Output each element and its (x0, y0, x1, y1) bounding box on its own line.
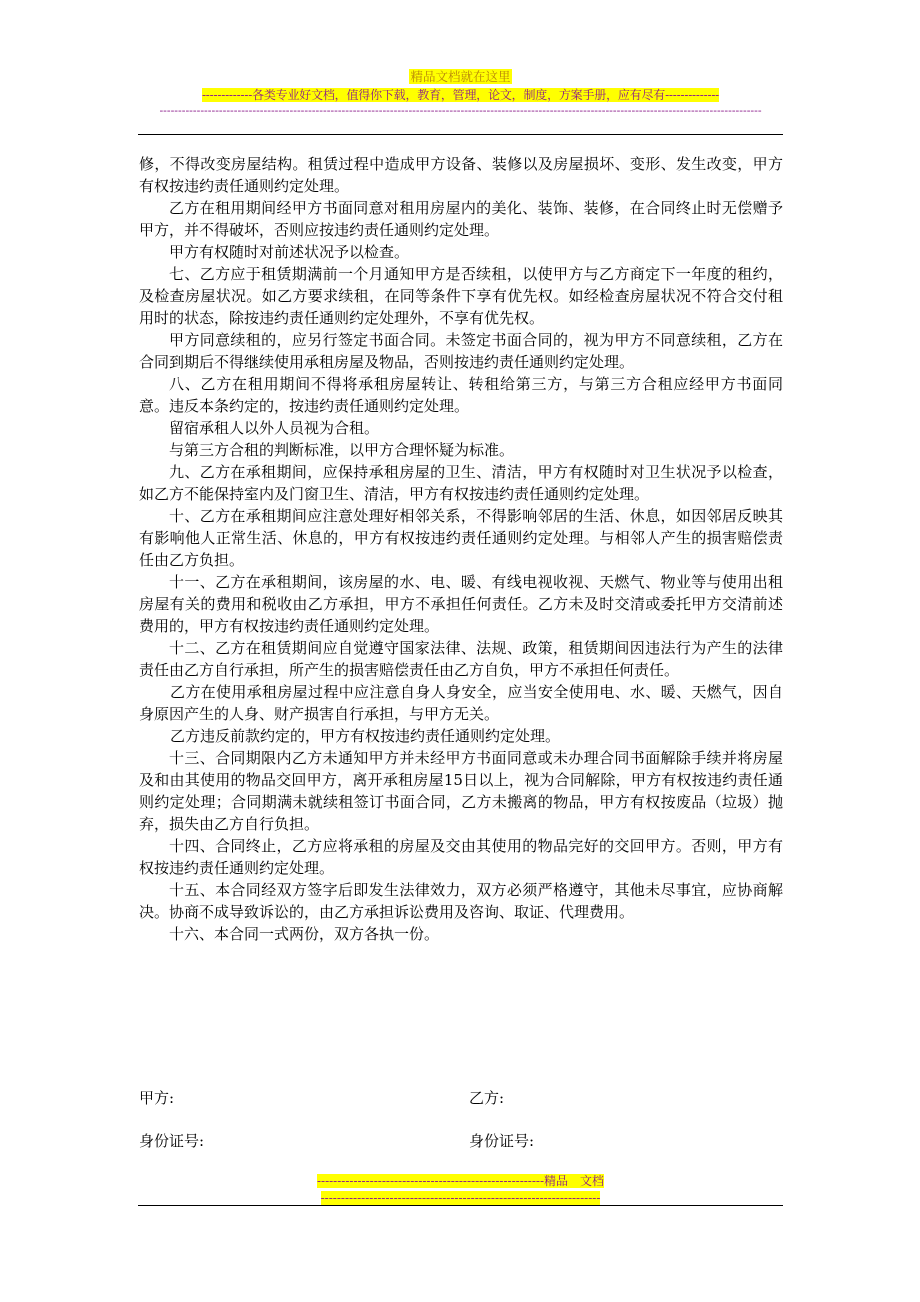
paragraph: 留宿承租人以外人员视为合租。 (169, 419, 380, 437)
paragraph: 十一、乙方在承租期间，该房屋的水、电、暖、有线电视收视、天燃气、物业等与使用出租房屋有关的费用和税收由乙方承担，甲方不承担任何责任。乙方未及时交清或委托甲方交清前述费用的，甲方有权按违约责任通则约定处理。 (139, 573, 783, 635)
header-tagline-text: -------------各类专业好文档，值得你下载，教育，管理，论文，制度，方案手册，应有尽有-------------- (201, 88, 720, 102)
paragraph: 九、乙方在承租期间，应保持承租房屋的卫生、清洁，甲方有权随时对卫生状况予以检查，如乙方不能保持室内及门窗卫生、清洁，甲方有权按违约责任通则约定处理。 (139, 463, 783, 503)
party-b-label: 乙方: (469, 1089, 505, 1107)
party-a-id-label: 身份证号: (139, 1132, 205, 1150)
footer-line-2-text: --------------------------------------------------------------------- (320, 1191, 601, 1205)
paragraph: 十四、合同终止，乙方应将承租的房屋及交由其使用的物品完好的交回甲方。否则，甲方有权按违约责任通则约定处理。 (139, 837, 783, 877)
paragraph: 十三、合同期限内乙方未通知甲方并未经甲方书面同意或未办理合同书面解除手续并将房屋及和由其使用的物品交回甲方，离开承租房屋15日以上，视为合同解除，甲方有权按违约责任通则约定处理；合同期满未就续租签订书面合同，乙方未搬离的物品，甲方有权按废品（垃圾）抛弃，损失由乙方自行负担。 (139, 749, 783, 833)
paragraph: 乙方在租用期间经甲方书面同意对租用房屋内的美化、装饰、装修，在合同终止时无偿赠予甲方，并不得破坏，否则应按违约责任通则约定处理。 (139, 199, 783, 239)
paragraph: 十、乙方在承租期间应注意处理好相邻关系，不得影响邻居的生活、休息，如因邻居反映其有影响他人正常生活、休息的，甲方有权按违约责任通则约定处理。与相邻人产生的损害赔偿责任由乙方负担。 (139, 507, 783, 569)
header-title-text: 精品文档就在这里 (410, 69, 511, 84)
paragraph: 与第三方合租的判断标准，以甲方合理怀疑为标准。 (169, 441, 515, 459)
party-a-label: 甲方: (139, 1089, 175, 1107)
header-title (138, 66, 783, 85)
paragraph: 十五、本合同经双方签字后即发生法律效力，双方必须严格遵守，其他未尽事宜，应协商解决。协商不成导致诉讼的，由乙方承担诉讼费用及咨询、取证、代理费用。 (139, 881, 783, 921)
party-b-id-label: 身份证号: (469, 1132, 535, 1150)
paragraph: 甲方有权随时对前述状况予以检查。 (169, 243, 410, 261)
header-tagline (138, 84, 783, 103)
footer-divider (138, 1205, 783, 1206)
paragraph: 修，不得改变房屋结构。租赁过程中造成甲方设备、装修以及房屋损坏、变形、发生改变，甲方有权按违约责任通则约定处理。 (139, 155, 783, 195)
paragraph: 七、乙方应于租赁期满前一个月通知甲方是否续租，以使甲方与乙方商定下一年度的租约，及检查房屋状况。如乙方要求续租，在同等条件下享有优先权。如经检查房屋状况不符合交付租用时的状态，除按违约责任通则约定处理外，不享有优先权。 (139, 265, 783, 327)
header-dashes: ------------------------------------------------------------------------------------------------------------------------------------------------------------------ (159, 104, 762, 117)
paragraph: 甲方同意续租的，应另行签定书面合同。未签定书面合同的，视为甲方不同意续租，乙方在合同到期后不得继续使用承租房屋及物品，否则按违约责任通则约定处理。 (139, 331, 783, 371)
footer-line-2 (138, 1187, 783, 1206)
header-divider (138, 134, 783, 135)
paragraph: 乙方在使用承租房屋过程中应注意自身人身安全，应当安全使用电、水、暖、天燃气，因自身原因产生的人身、财产损害自行承担，与甲方无关。 (139, 683, 783, 723)
paragraph: 乙方违反前款约定的，甲方有权按违约责任通则约定处理。 (170, 727, 561, 745)
footer-line-1-text: --------------------------------------------------------精品 文档 (316, 1174, 605, 1188)
document-body (139, 153, 783, 945)
paragraph: 十六、本合同一式两份，双方各执一份。 (169, 925, 440, 943)
paragraph: 十二、乙方在租赁期间应自觉遵守国家法律、法规、政策，租赁期间因违法行为产生的法律责任由乙方自行承担，所产生的损害赔偿责任由乙方自负，甲方不承担任何责任。 (139, 639, 783, 679)
paragraph: 八、乙方在租用期间不得将承租房屋转让、转租给第三方，与第三方合租应经甲方书面同意。违反本条约定的，按违约责任通则约定处理。 (139, 375, 783, 415)
